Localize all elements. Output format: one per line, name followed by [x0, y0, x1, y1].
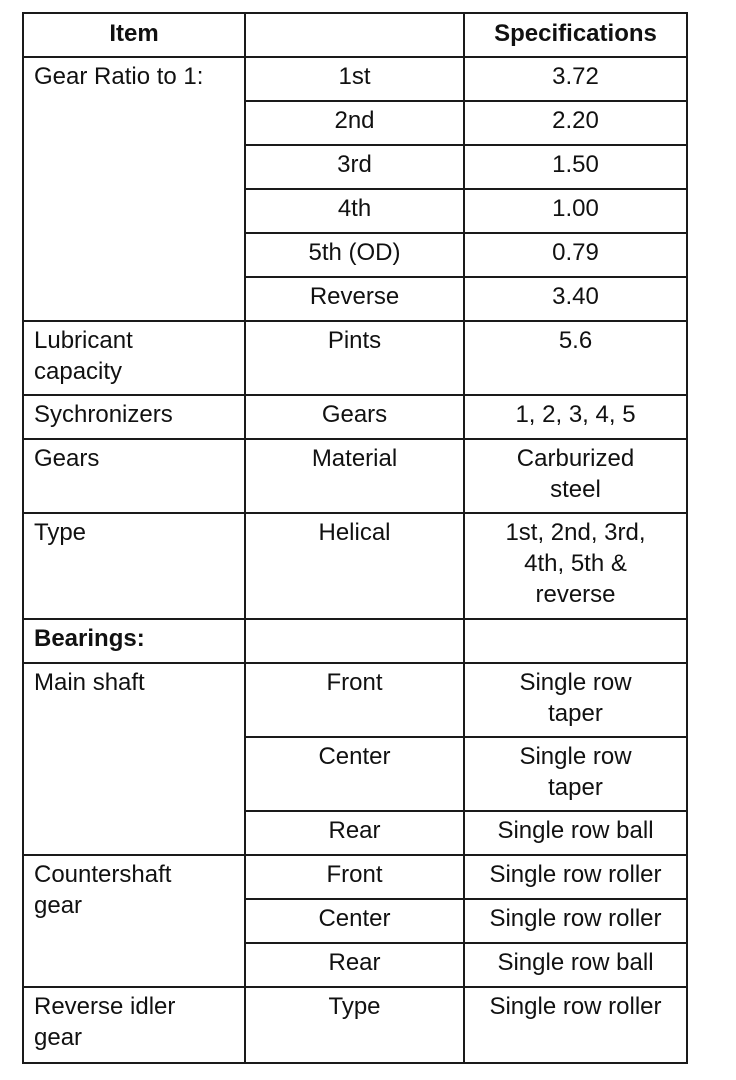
specifications-table: [22, 12, 688, 1064]
bearing-position: Front: [245, 855, 464, 899]
header-blank: [245, 13, 464, 57]
type-row: [23, 513, 687, 619]
gear-ratio-value: 2.20: [464, 101, 687, 145]
bearing-type: [464, 737, 687, 811]
bearing-type: Single row ball: [464, 811, 687, 855]
countershaft-row: [23, 855, 687, 899]
type-value: [464, 513, 687, 619]
bearing-type-line2: taper: [548, 700, 603, 727]
lubricant-row: [23, 321, 687, 395]
gears-value-line2: steel: [550, 476, 601, 503]
bearing-position: Rear: [245, 943, 464, 987]
gears-material: Material: [245, 439, 464, 513]
gear-ratio-value: 1.00: [464, 189, 687, 233]
bearings-blank-2: [245, 619, 464, 663]
lubricant-label-line2: capacity: [34, 358, 123, 385]
gear-ratio-row: [23, 57, 687, 101]
bearing-type-line2: taper: [548, 774, 603, 801]
reverse-idler-type: Type: [245, 987, 464, 1063]
gear-name: 2nd: [245, 101, 464, 145]
gear-name: 1st: [245, 57, 464, 101]
lubricant-value: 5.6: [464, 321, 687, 395]
synchronizers-row: [23, 395, 687, 439]
type-value-line2: 4th, 5th &: [524, 550, 627, 577]
synchronizers-value: 1, 2, 3, 4, 5: [464, 395, 687, 439]
gear-name: 5th (OD): [245, 233, 464, 277]
gears-label: Gears: [23, 439, 245, 513]
gears-value: [464, 439, 687, 513]
countershaft-label-line1: Countershaft: [34, 861, 172, 888]
reverse-idler-value: Single row roller: [464, 987, 687, 1063]
synchronizers-col2: Gears: [245, 395, 464, 439]
type-label: Type: [23, 513, 245, 619]
bearings-blank-3: [464, 619, 687, 663]
synchronizers-label: Sychronizers: [23, 395, 245, 439]
type-value-line3: reverse: [535, 581, 616, 608]
reverse-idler-label-line2: gear: [34, 1024, 83, 1051]
gear-name: Reverse: [245, 277, 464, 321]
reverse-idler-label-line1: Reverse idler: [34, 993, 176, 1020]
gear-ratio-label: Gear Ratio to 1:: [23, 57, 245, 321]
bearing-position: Center: [245, 899, 464, 943]
bearing-type: Single row roller: [464, 855, 687, 899]
gear-ratio-value: 3.40: [464, 277, 687, 321]
main-shaft-row: [23, 663, 687, 737]
bearing-type: Single row roller: [464, 899, 687, 943]
reverse-idler-row: [23, 987, 687, 1063]
reverse-idler-label: [23, 987, 245, 1063]
lubricant-label-line1: Lubricant: [34, 327, 133, 354]
gear-name: 4th: [245, 189, 464, 233]
gears-value-line1: Carburized: [516, 445, 635, 472]
bearing-type: Single row ball: [464, 943, 687, 987]
lubricant-unit: Pints: [245, 321, 464, 395]
gear-ratio-value: 3.72: [464, 57, 687, 101]
type-value-line1: 1st, 2nd, 3rd,: [505, 519, 646, 546]
bearing-type-line1: Single row: [519, 669, 632, 696]
countershaft-label-line2: gear: [34, 892, 83, 919]
bearing-position: Front: [245, 663, 464, 737]
header-specifications: Specifications: [464, 13, 687, 57]
countershaft-label: [23, 855, 245, 987]
gear-ratio-value: 1.50: [464, 145, 687, 189]
header-row: [23, 13, 687, 57]
gears-row: [23, 439, 687, 513]
type-helical: Helical: [245, 513, 464, 619]
bearings-row: [23, 619, 687, 663]
bearing-position: Center: [245, 737, 464, 811]
main-shaft-label: Main shaft: [23, 663, 245, 855]
gear-name: 3rd: [245, 145, 464, 189]
bearing-type-line1: Single row: [519, 743, 632, 770]
header-item: Item: [23, 13, 245, 57]
bearing-position: Rear: [245, 811, 464, 855]
bearings-label: Bearings:: [23, 619, 245, 663]
lubricant-label: [23, 321, 245, 395]
gear-ratio-value: 0.79: [464, 233, 687, 277]
bearing-type: [464, 663, 687, 737]
